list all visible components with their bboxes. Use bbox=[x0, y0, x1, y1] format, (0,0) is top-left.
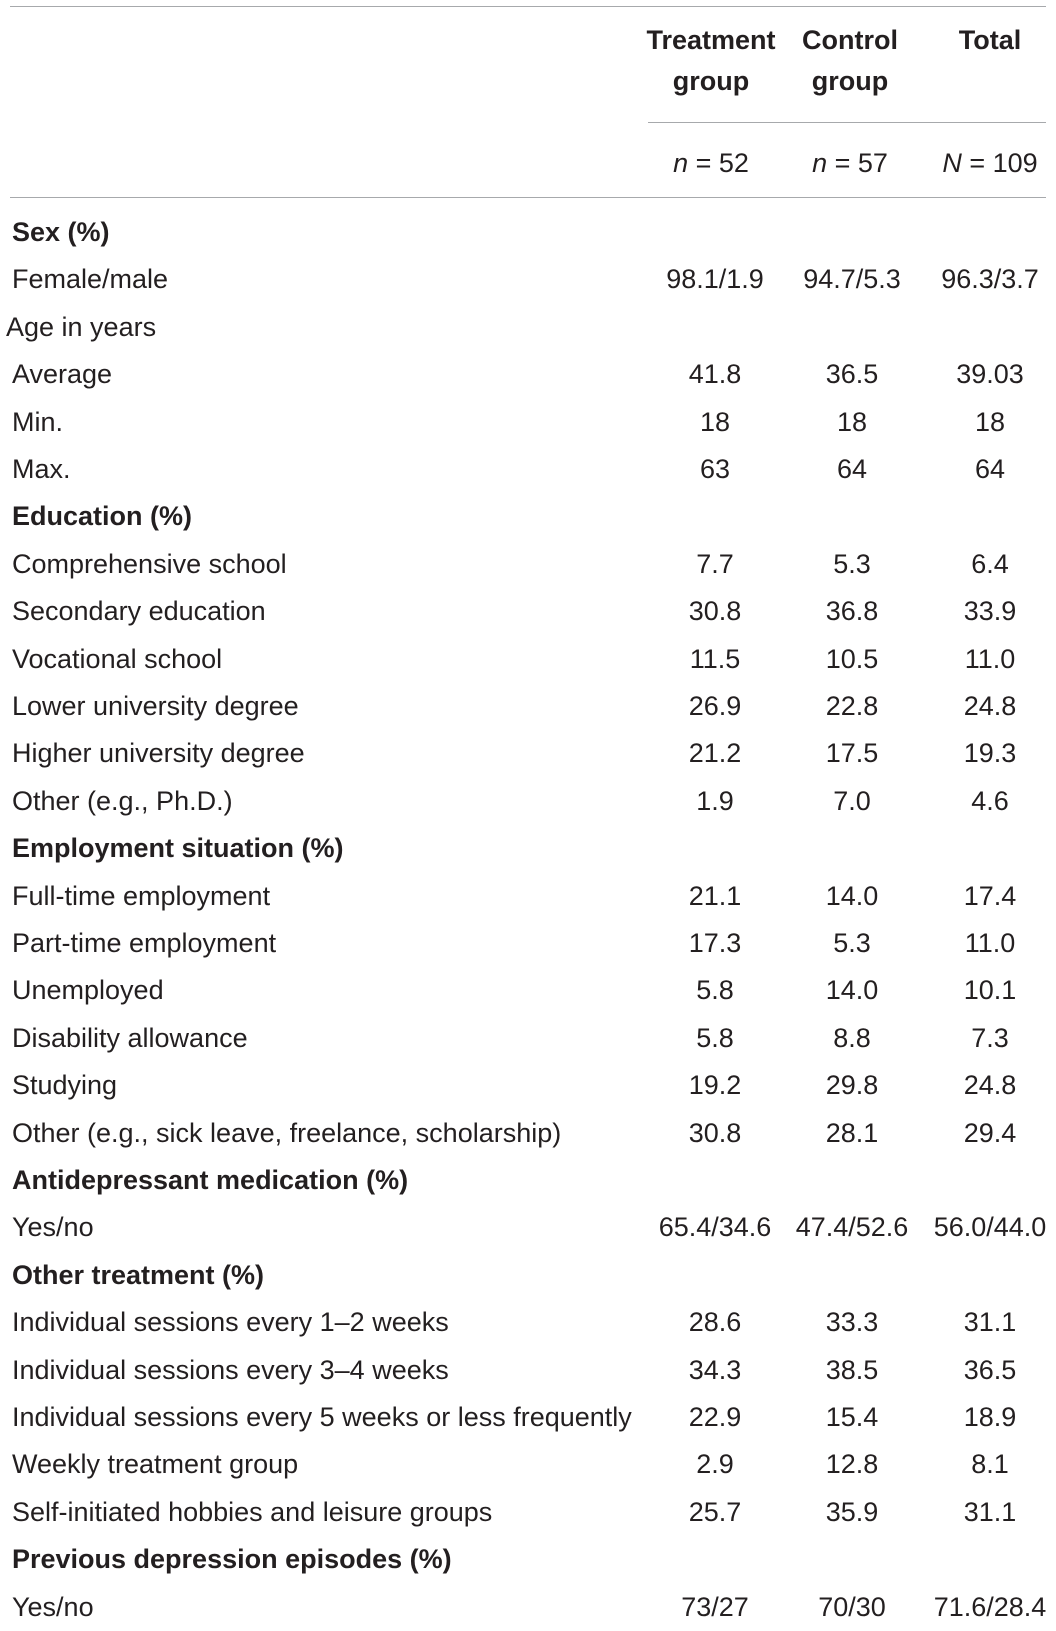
total-value: 18 bbox=[974, 406, 1006, 437]
total-value: 17.4 bbox=[963, 880, 1017, 911]
total-value: 10.1 bbox=[963, 975, 1017, 1006]
treatment-value: 21.1 bbox=[688, 880, 742, 911]
column-header-line1: Control bbox=[802, 25, 898, 55]
control-value: 5.3 bbox=[833, 548, 871, 579]
section-heading-row bbox=[0, 1157, 1056, 1204]
row-label: Other (e.g., sick leave, freelance, scholarship) bbox=[12, 1117, 562, 1148]
treatment-value: 11.5 bbox=[689, 643, 741, 674]
treatment-value: 65.4/34.6 bbox=[658, 1212, 772, 1243]
n-value: = 52 bbox=[695, 148, 749, 178]
table-row bbox=[0, 1015, 1056, 1062]
table-row bbox=[0, 351, 1056, 398]
row-label: Higher university degree bbox=[12, 738, 305, 769]
total-value: 56.0/44.0 bbox=[933, 1212, 1047, 1243]
table-row bbox=[0, 730, 1056, 777]
table-row bbox=[0, 446, 1056, 493]
treatment-value: 30.8 bbox=[688, 596, 742, 627]
treatment-value: 1.9 bbox=[696, 785, 734, 816]
n-symbol: n bbox=[673, 148, 689, 178]
control-value: 14.0 bbox=[825, 880, 879, 911]
row-label: Weekly treatment group bbox=[12, 1449, 299, 1480]
table-row bbox=[0, 1441, 1056, 1488]
table-row bbox=[0, 256, 1056, 303]
control-value: 47.4/52.6 bbox=[795, 1212, 909, 1243]
control-value: 36.8 bbox=[825, 596, 879, 627]
treatment-value: 22.9 bbox=[688, 1402, 742, 1432]
section-heading: Other treatment (%) bbox=[12, 1259, 265, 1290]
total-value: 19.3 bbox=[963, 738, 1017, 769]
n-label-control bbox=[780, 147, 920, 179]
table-row bbox=[0, 1204, 1056, 1251]
treatment-value: 5.8 bbox=[696, 975, 734, 1006]
treatment-value: 2.9 bbox=[696, 1449, 734, 1480]
total-value: 31.1 bbox=[963, 1307, 1017, 1338]
table-row bbox=[0, 1347, 1056, 1394]
row-label: Secondary education bbox=[12, 596, 266, 627]
table-row bbox=[0, 1394, 1056, 1441]
column-header-treatment bbox=[641, 20, 781, 102]
total-value: 11.0 bbox=[964, 643, 1016, 674]
control-value: 8.8 bbox=[833, 1022, 871, 1053]
treatment-value: 63 bbox=[699, 454, 731, 484]
section-heading: Education (%) bbox=[12, 501, 192, 532]
total-value: 11.0 bbox=[964, 928, 1016, 958]
control-value: 22.8 bbox=[825, 691, 879, 721]
treatment-value: 17.3 bbox=[688, 928, 742, 958]
control-value: 10.5 bbox=[825, 643, 879, 674]
total-value: 4.6 bbox=[971, 785, 1009, 816]
control-value: 38.5 bbox=[825, 1354, 879, 1385]
section-heading-row bbox=[0, 493, 1056, 540]
section-heading: Employment situation (%) bbox=[12, 833, 344, 864]
top-rule bbox=[10, 6, 1046, 7]
column-header-total bbox=[920, 20, 1056, 61]
row-label: Average bbox=[12, 359, 113, 390]
header-group-rule bbox=[648, 122, 1046, 123]
total-value: 24.8 bbox=[963, 691, 1017, 721]
table-row bbox=[0, 920, 1056, 967]
n-symbol: n bbox=[812, 148, 828, 178]
control-value: 36.5 bbox=[825, 359, 879, 390]
total-value: 18.9 bbox=[963, 1402, 1017, 1432]
row-label: Max. bbox=[12, 454, 71, 484]
treatment-value: 41.8 bbox=[688, 359, 742, 390]
control-value: 7.0 bbox=[833, 785, 871, 816]
total-value: 8.1 bbox=[971, 1449, 1009, 1480]
control-value: 70/30 bbox=[818, 1591, 886, 1622]
section-heading: Previous depression episodes (%) bbox=[12, 1544, 452, 1575]
control-value: 18 bbox=[836, 406, 868, 437]
treatment-value: 21.2 bbox=[688, 738, 742, 769]
row-label: Min. bbox=[12, 406, 64, 437]
total-value: 24.8 bbox=[963, 1070, 1017, 1101]
total-value: 33.9 bbox=[963, 596, 1017, 627]
total-value: 96.3/3.7 bbox=[941, 264, 1039, 295]
treatment-value: 28.6 bbox=[688, 1307, 742, 1338]
row-label: Disability allowance bbox=[12, 1022, 248, 1053]
control-value: 29.8 bbox=[825, 1070, 879, 1101]
table-row bbox=[0, 778, 1056, 825]
table-row bbox=[0, 873, 1056, 920]
n-label-total bbox=[920, 147, 1056, 179]
treatment-value: 34.3 bbox=[688, 1354, 742, 1385]
treatment-value: 26.9 bbox=[688, 691, 742, 721]
section-heading-row bbox=[0, 1252, 1056, 1299]
table-row bbox=[0, 1062, 1056, 1109]
row-label: Yes/no bbox=[12, 1212, 94, 1243]
table-row bbox=[0, 1299, 1056, 1346]
header-bottom-rule bbox=[10, 197, 1046, 198]
control-value: 5.3 bbox=[833, 928, 871, 958]
column-header-line1: Treatment bbox=[646, 25, 776, 55]
section-heading-row bbox=[0, 825, 1056, 872]
table-row bbox=[0, 967, 1056, 1014]
row-label: Individual sessions every 3–4 weeks bbox=[12, 1354, 449, 1385]
row-label: Vocational school bbox=[12, 643, 223, 674]
control-value: 15.4 bbox=[825, 1402, 879, 1432]
control-value: 17.5 bbox=[825, 738, 879, 769]
table-row bbox=[0, 1489, 1056, 1536]
treatment-value: 18 bbox=[699, 406, 731, 437]
column-header-control bbox=[780, 20, 920, 102]
row-label: Self-initiated hobbies and leisure groups bbox=[12, 1496, 493, 1527]
treatment-value: 25.7 bbox=[688, 1496, 742, 1527]
total-value: 6.4 bbox=[971, 548, 1009, 579]
total-value: 7.3 bbox=[971, 1022, 1009, 1053]
n-label-treatment bbox=[641, 147, 781, 179]
table-row bbox=[0, 683, 1056, 730]
row-label: Age in years bbox=[6, 311, 157, 342]
row-label: Other (e.g., Ph.D.) bbox=[12, 785, 233, 816]
treatment-value: 5.8 bbox=[696, 1022, 734, 1053]
table-row bbox=[0, 588, 1056, 635]
treatment-value: 19.2 bbox=[688, 1070, 742, 1101]
control-value: 14.0 bbox=[825, 975, 879, 1006]
total-value: 39.03 bbox=[956, 359, 1024, 390]
row-label: Lower university degree bbox=[12, 691, 299, 721]
table-row bbox=[0, 541, 1056, 588]
total-value: 31.1 bbox=[963, 1496, 1017, 1527]
control-value: 94.7/5.3 bbox=[803, 264, 901, 295]
row-label: Individual sessions every 1–2 weeks bbox=[12, 1307, 449, 1338]
table-row bbox=[0, 1110, 1056, 1157]
row-label: Studying bbox=[12, 1070, 118, 1101]
row-label: Individual sessions every 5 weeks or less frequently bbox=[12, 1402, 632, 1432]
total-value: 71.6/28.4 bbox=[933, 1591, 1047, 1622]
row-label: Part-time employment bbox=[12, 928, 277, 958]
table-row bbox=[0, 399, 1056, 446]
column-header-line1: Total bbox=[958, 25, 1022, 55]
row-label: Female/male bbox=[12, 264, 169, 295]
control-value: 28.1 bbox=[825, 1117, 879, 1148]
table-row bbox=[0, 304, 1056, 351]
control-value: 12.8 bbox=[825, 1449, 879, 1480]
row-label: Unemployed bbox=[12, 975, 164, 1006]
n-value: = 57 bbox=[834, 148, 888, 178]
treatment-value: 30.8 bbox=[688, 1117, 742, 1148]
row-label: Yes/no bbox=[12, 1591, 94, 1622]
section-heading: Sex (%) bbox=[12, 217, 110, 247]
control-value: 35.9 bbox=[825, 1496, 879, 1527]
column-header-line2: group bbox=[672, 66, 750, 96]
table-row bbox=[0, 1584, 1056, 1631]
n-symbol: N bbox=[942, 148, 962, 178]
row-label: Full-time employment bbox=[12, 880, 271, 911]
control-value: 64 bbox=[836, 454, 868, 484]
section-heading-row bbox=[0, 1536, 1056, 1583]
total-value: 64 bbox=[974, 454, 1006, 484]
section-heading-row bbox=[0, 209, 1056, 256]
row-label: Comprehensive school bbox=[12, 548, 287, 579]
treatment-value: 7.7 bbox=[696, 548, 734, 579]
treatment-value: 73/27 bbox=[681, 1591, 749, 1622]
control-value: 33.3 bbox=[825, 1307, 879, 1338]
treatment-value: 98.1/1.9 bbox=[666, 264, 764, 295]
total-value: 29.4 bbox=[963, 1117, 1017, 1148]
total-value: 36.5 bbox=[963, 1354, 1017, 1385]
section-heading: Antidepressant medication (%) bbox=[12, 1165, 409, 1195]
column-header-line2: group bbox=[811, 66, 889, 96]
table-row bbox=[0, 636, 1056, 683]
n-value: = 109 bbox=[969, 148, 1038, 178]
